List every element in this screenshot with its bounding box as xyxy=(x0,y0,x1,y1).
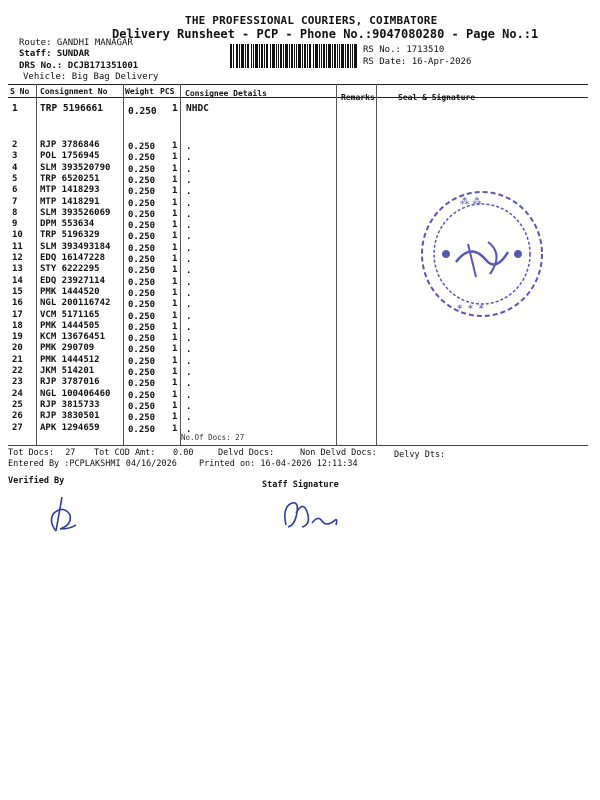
row-sno: 8 xyxy=(12,207,18,218)
row-consignment-no: TRP 5196661 xyxy=(40,103,103,114)
row-consignment-no: RJP 3786846 xyxy=(40,140,100,150)
col-header-sno: S No xyxy=(10,87,30,96)
row-weight: 0.250 xyxy=(128,300,156,311)
row-weight: 0.250 xyxy=(128,164,156,175)
row-weight: 0.250 xyxy=(128,142,156,152)
row-sno: 5 xyxy=(12,173,18,184)
row-pcs: 1 xyxy=(172,321,178,332)
row-pcs: 1 xyxy=(172,197,178,208)
row-weight: 0.250 xyxy=(128,175,156,186)
tot-cod-label: Tot COD Amt: xyxy=(94,448,156,458)
row-consignment-no: RJP 3815733 xyxy=(40,399,100,410)
table-bottom-rule xyxy=(8,445,588,446)
staff-signature xyxy=(278,495,344,535)
verifier-signature xyxy=(42,495,82,537)
row-consignee-details: . xyxy=(186,164,192,175)
row-consignment-no: PMK 1444512 xyxy=(40,354,100,365)
row-weight: 0.250 xyxy=(128,187,156,198)
drs-label: DRS No.: xyxy=(19,61,63,71)
company-seal-stamp xyxy=(416,182,548,322)
row-sno: 1 xyxy=(12,103,18,114)
row-sno: 20 xyxy=(12,343,23,354)
row-sno: 16 xyxy=(12,298,23,309)
row-consignee-details: . xyxy=(186,243,192,254)
row-pcs: 1 xyxy=(172,208,178,219)
row-consignment-no: RJP 3830501 xyxy=(40,411,100,422)
row-sno: 26 xyxy=(12,411,23,422)
row-sno: 7 xyxy=(12,196,18,207)
row-consignee-details: . xyxy=(186,175,192,186)
row-pcs: 1 xyxy=(172,174,178,185)
row-consignee-details: . xyxy=(186,356,192,367)
row-consignment-no: SLM 393526069 xyxy=(40,207,111,218)
verified-by-label: Verified By xyxy=(8,476,65,486)
tot-docs xyxy=(8,448,75,458)
row-consignee-details: . xyxy=(186,390,192,401)
col-header-remarks: Remarks xyxy=(341,93,375,102)
row-consignee-details: . xyxy=(186,288,192,299)
delvy-dts: Delvy Dts: xyxy=(394,450,446,460)
row-pcs: 1 xyxy=(172,423,178,434)
row-consignee-details: . xyxy=(186,153,192,164)
row-weight: 0.250 xyxy=(128,345,156,356)
row-consignment-no: MTP 1418293 xyxy=(40,185,100,196)
delvd-docs: Delvd Docs: xyxy=(218,448,275,458)
col-header-weight: Weight xyxy=(125,87,154,96)
rs-date: RS Date: 16-Apr-2026 xyxy=(363,57,472,67)
row-weight: 0.250 xyxy=(128,401,156,412)
row-weight: 0.250 xyxy=(128,198,156,209)
row-weight: 0.250 xyxy=(128,368,156,378)
row-pcs: 1 xyxy=(172,299,178,310)
col-divider xyxy=(123,84,124,446)
row-weight: 0.250 xyxy=(128,322,156,333)
row-consignee-details: . xyxy=(186,266,192,277)
row-pcs: 1 xyxy=(172,254,178,264)
row-sno: 14 xyxy=(12,275,23,286)
row-sno: 6 xyxy=(12,185,18,196)
row-consignment-no: PMK 290709 xyxy=(40,343,95,354)
row-pcs: 1 xyxy=(172,412,178,423)
row-pcs: 1 xyxy=(172,367,178,377)
row-consignee-details: . xyxy=(186,413,192,424)
col-divider xyxy=(336,84,337,446)
row-weight: 0.250 xyxy=(128,311,156,322)
runsheet-title: Delivery Runsheet - PCP - Phone No.:9047080280 - Page No.:1 xyxy=(112,27,539,41)
row-consignee-details: . xyxy=(186,345,192,356)
row-consignee-details: . xyxy=(186,232,192,243)
row-consignment-no: POL 1756945 xyxy=(40,151,100,162)
row-weight: 0.250 xyxy=(128,288,156,299)
route-label: Route: GANDHI MANAGAR xyxy=(19,38,133,48)
row-sno: 25 xyxy=(12,399,23,410)
row-consignee-details: . xyxy=(186,334,192,345)
row-weight: 0.250 xyxy=(128,106,157,117)
non-delvd-docs: Non Delvd Docs: xyxy=(300,448,377,458)
row-sno: 21 xyxy=(12,354,23,365)
row-sno: 10 xyxy=(12,230,23,241)
row-consignment-no: TRP 5196329 xyxy=(40,230,100,241)
staff-signature-label: Staff Signature xyxy=(262,480,339,490)
row-consignee-details: . xyxy=(186,187,192,198)
col-header-pcs: PCS xyxy=(160,87,175,96)
staff-label: Staff: SUNDAR xyxy=(19,49,90,59)
row-pcs: 1 xyxy=(172,141,178,151)
rs-number: RS No.: 1713510 xyxy=(363,45,445,55)
row-consignee-details: . xyxy=(186,198,192,209)
row-pcs: 1 xyxy=(172,242,178,253)
row-consignee-details: NHDC xyxy=(186,103,209,114)
row-weight: 0.250 xyxy=(128,424,156,435)
row-sno: 3 xyxy=(12,151,18,162)
row-pcs: 1 xyxy=(172,389,178,400)
row-pcs: 1 xyxy=(172,333,178,344)
no-of-docs: No.Of Docs: 27 xyxy=(181,433,245,442)
svg-text:⁂ ⁂: ⁂ ⁂ xyxy=(460,197,482,207)
row-consignment-no: PMK 1444505 xyxy=(40,320,100,331)
row-weight: 0.250 xyxy=(128,277,156,288)
row-pcs: 1 xyxy=(172,152,178,163)
row-consignee-details: . xyxy=(186,277,192,288)
table-top-rule xyxy=(8,84,588,85)
row-weight: 0.250 xyxy=(128,334,156,345)
row-consignee-details: . xyxy=(186,300,192,311)
row-consignment-no: STY 6222295 xyxy=(40,264,100,275)
row-weight: 0.250 xyxy=(128,232,156,243)
tot-docs-label: Tot Docs: xyxy=(8,448,55,458)
col-header-seal: Seal & Signature xyxy=(398,93,476,102)
row-pcs: 1 xyxy=(172,310,178,321)
row-consignee-details: . xyxy=(186,379,192,390)
row-consignee-details: . xyxy=(186,424,192,435)
entered-by: Entered By :PCPLAKSHMI 04/16/2026 xyxy=(8,459,177,469)
row-pcs: 1 xyxy=(172,220,178,231)
row-sno: 12 xyxy=(12,253,23,263)
row-pcs: 1 xyxy=(172,344,178,355)
row-consignment-no: SLM 393493184 xyxy=(40,241,111,252)
row-consignment-no: EDQ 23927114 xyxy=(40,275,106,286)
row-pcs: 1 xyxy=(172,355,178,366)
svg-text:✶ ✶ ✶: ✶ ✶ ✶ xyxy=(456,303,485,313)
row-weight: 0.250 xyxy=(128,221,156,232)
col-header-consignment: Consignment No xyxy=(40,87,108,96)
row-consignee-details: . xyxy=(186,221,192,232)
col-divider xyxy=(180,84,181,446)
row-weight: 0.250 xyxy=(128,379,156,390)
row-weight: 0.250 xyxy=(128,390,156,401)
table-header-rule xyxy=(8,97,588,98)
row-consignment-no: APK 1294659 xyxy=(40,422,100,433)
row-consignee-details: . xyxy=(186,322,192,333)
row-consignee-details: . xyxy=(186,142,192,152)
row-sno: 9 xyxy=(12,219,18,230)
row-consignment-no: RJP 3787016 xyxy=(40,377,100,388)
row-pcs: 1 xyxy=(172,163,178,174)
printed-on: Printed on: 16-04-2026 12:11:34 xyxy=(199,459,358,469)
row-consignee-details: . xyxy=(186,401,192,412)
row-consignment-no: KCM 13676451 xyxy=(40,332,106,343)
drs-value: DCJB171351001 xyxy=(67,61,139,71)
row-pcs: 1 xyxy=(172,287,178,298)
row-pcs: 1 xyxy=(172,265,178,276)
row-sno: 24 xyxy=(12,388,23,399)
row-sno: 19 xyxy=(12,332,23,343)
vehicle-label: Vehicle: Big Bag Delivery xyxy=(23,72,159,82)
row-sno: 17 xyxy=(12,309,23,320)
row-consignment-no: TRP 6520251 xyxy=(40,173,100,184)
row-sno: 18 xyxy=(12,320,23,331)
row-pcs: 1 xyxy=(172,103,178,114)
row-weight: 0.250 xyxy=(128,413,156,424)
row-consignment-no: NGL 100406460 xyxy=(40,388,111,399)
row-sno: 11 xyxy=(12,241,23,252)
tot-cod-value: 0.00 xyxy=(173,448,194,458)
tot-docs-value: 27 xyxy=(65,448,76,458)
row-weight: 0.250 xyxy=(128,209,156,220)
row-sno: 4 xyxy=(12,162,18,173)
row-pcs: 1 xyxy=(172,378,178,389)
row-consignee-details: . xyxy=(186,311,192,322)
row-weight: 0.250 xyxy=(128,255,156,265)
row-consignment-no: NGL 200116742 xyxy=(40,298,111,309)
company-name: THE PROFESSIONAL COURIERS, COIMBATORE xyxy=(185,14,438,27)
row-pcs: 1 xyxy=(172,276,178,287)
drs-number xyxy=(19,61,138,71)
row-consignment-no: PMK 1444520 xyxy=(40,286,100,297)
row-consignment-no: SLM 393520790 xyxy=(40,162,111,173)
row-consignee-details: . xyxy=(186,368,192,378)
row-consignment-no: VCM 5171165 xyxy=(40,309,100,320)
row-sno: 27 xyxy=(12,422,23,433)
barcode xyxy=(230,44,358,68)
col-divider xyxy=(376,84,377,446)
col-header-consignee: Consignee Details xyxy=(185,89,267,98)
row-consignee-details: . xyxy=(186,255,192,265)
row-sno: 2 xyxy=(12,140,18,150)
row-consignment-no: EDQ 16147228 xyxy=(40,253,106,263)
row-weight: 0.250 xyxy=(128,266,156,277)
row-weight: 0.250 xyxy=(128,356,156,367)
row-pcs: 1 xyxy=(172,186,178,197)
row-consignment-no: MTP 1418291 xyxy=(40,196,100,207)
row-weight: 0.250 xyxy=(128,153,156,164)
row-sno: 15 xyxy=(12,286,23,297)
row-pcs: 1 xyxy=(172,400,178,411)
row-consignment-no: DPM 553634 xyxy=(40,219,95,230)
row-weight: 0.250 xyxy=(128,243,156,254)
col-divider xyxy=(36,84,37,446)
row-consignment-no: JKM 514201 xyxy=(40,366,95,376)
row-pcs: 1 xyxy=(172,231,178,242)
row-sno: 23 xyxy=(12,377,23,388)
row-consignee-details: . xyxy=(186,209,192,220)
row-sno: 13 xyxy=(12,264,23,275)
row-sno: 22 xyxy=(12,366,23,376)
